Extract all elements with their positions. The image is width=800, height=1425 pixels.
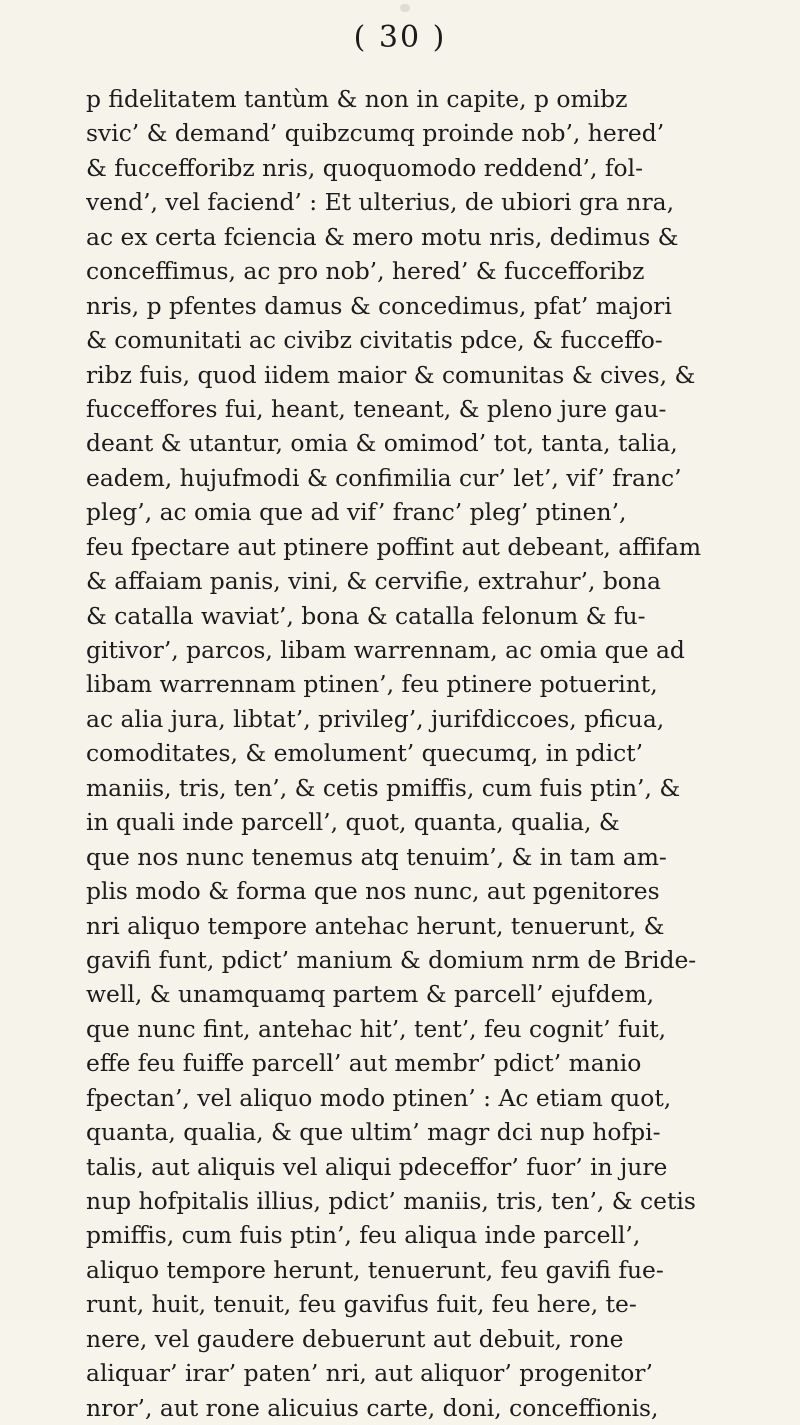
text-line: comoditates, & emolument’ quecumq, in pdict’ xyxy=(86,739,644,768)
text-line: maniis, tris, ten’, & cetis pmiffis, cum fuis ptin’, & xyxy=(86,773,681,802)
text-line: fucceffores fui, heant, teneant, & pleno jure gau- xyxy=(86,394,667,423)
text-line: well, & unamquamq partem & parcell’ ejufdem, xyxy=(86,980,655,1009)
ink-smudge xyxy=(400,4,410,12)
text-line: ac alia jura, libtat’, privileg’, jurifdiccoes, pficua, xyxy=(86,704,665,733)
text-line: & affaiam panis, vini, & cervifie, extrahur’, bona xyxy=(86,567,661,596)
text-line: ac ex certa fciencia & mero motu nris, dedimus & xyxy=(86,222,679,251)
text-line: vend’, vel faciend’ : Et ulterius, de ubiori gra nra, xyxy=(86,188,675,217)
text-line: & comunitati ac civibz civitatis pdce, & fucceffo- xyxy=(86,326,663,355)
text-line: nup hofpitalis illius, pdict’ maniis, tris, ten’, & cetis xyxy=(86,1187,696,1215)
text-line: plis modo & forma que nos nunc, aut pgenitores xyxy=(86,877,660,906)
text-line: que nos nunc tenemus atq tenuim’, & in tam am- xyxy=(86,842,667,871)
text-line: svic’ & demand’ quibzcumq proinde nob’, hered’ xyxy=(86,119,665,148)
text-line: fpectan’, vel aliquo modo ptinen’ : Ac etiam quot, xyxy=(86,1083,672,1112)
text-line: conceffimus, ac pro nob’, hered’ & fuccefforibz xyxy=(86,257,645,286)
text-line: libam warrennam ptinen’, feu ptinere potuerint, xyxy=(86,670,658,699)
text-line: eadem, hujufmodi & confimilia cur’ let’, vif’ franc’ xyxy=(86,463,682,492)
text-line: in quali inde parcell’, quot, quanta, qualia, & xyxy=(86,808,620,837)
page-number: ( 30 ) xyxy=(353,20,447,55)
text-line: & catalla waviat’, bona & catalla felonum & fu- xyxy=(86,601,646,630)
text-line: & fuccefforibz nris, quoquomodo reddend’, fol- xyxy=(86,153,643,182)
text-line: effe feu fuiffe parcell’ aut membr’ pdict’ manio xyxy=(86,1049,642,1078)
text-line: ribz fuis, quod iidem maior & comunitas & cives, & xyxy=(86,360,696,389)
text-line: nere, vel gaudere debuerunt aut debuit, rone xyxy=(86,1324,624,1353)
text-line: aliquar’ irar’ paten’ nri, aut aliquor’ progenitor’ xyxy=(86,1359,653,1388)
text-line: pleg’, ac omia que ad vif’ franc’ pleg’ ptinen’, xyxy=(86,498,627,527)
text-line: feu fpectare aut ptinere poffint aut debeant, affifam xyxy=(86,532,702,561)
text-line: que nunc fint, antehac hit’, tent’, feu cognit’ fuit, xyxy=(86,1014,667,1043)
text-line: talis, aut aliquis vel aliqui pdeceffor’ fuor’ in jure xyxy=(86,1152,668,1181)
body-text xyxy=(86,82,762,1425)
text-line: deant & utantur, omia & omimod’ tot, tanta, talia, xyxy=(86,429,678,458)
text-line: quanta, qualia, & que ultim’ magr dci nup hofpi- xyxy=(86,1118,661,1147)
text-line: nror’, aut rone alicuius carte, doni, conceffionis, xyxy=(86,1393,659,1422)
text-line: gitivor’, parcos, libam warrennam, ac omia que ad xyxy=(86,636,685,664)
text-line: gavifi funt, pdict’ manium & domium nrm de Bride- xyxy=(86,945,697,974)
text-line: nris, p pfentes damus & concedimus, pfat’ majori xyxy=(86,291,672,320)
text-line: aliquo tempore herunt, tenuerunt, feu gavifi fue- xyxy=(86,1255,664,1284)
text-line: pmiffis, cum fuis ptin’, feu aliqua inde parcell’, xyxy=(86,1221,641,1250)
text-line: p fidelitatem tantùm & non in capite, p omibz xyxy=(86,85,628,113)
text-line: nri aliquo tempore antehac herunt, tenuerunt, & xyxy=(86,911,665,940)
text-line: runt, huit, tenuit, feu gavifus fuit, feu here, te- xyxy=(86,1290,637,1319)
